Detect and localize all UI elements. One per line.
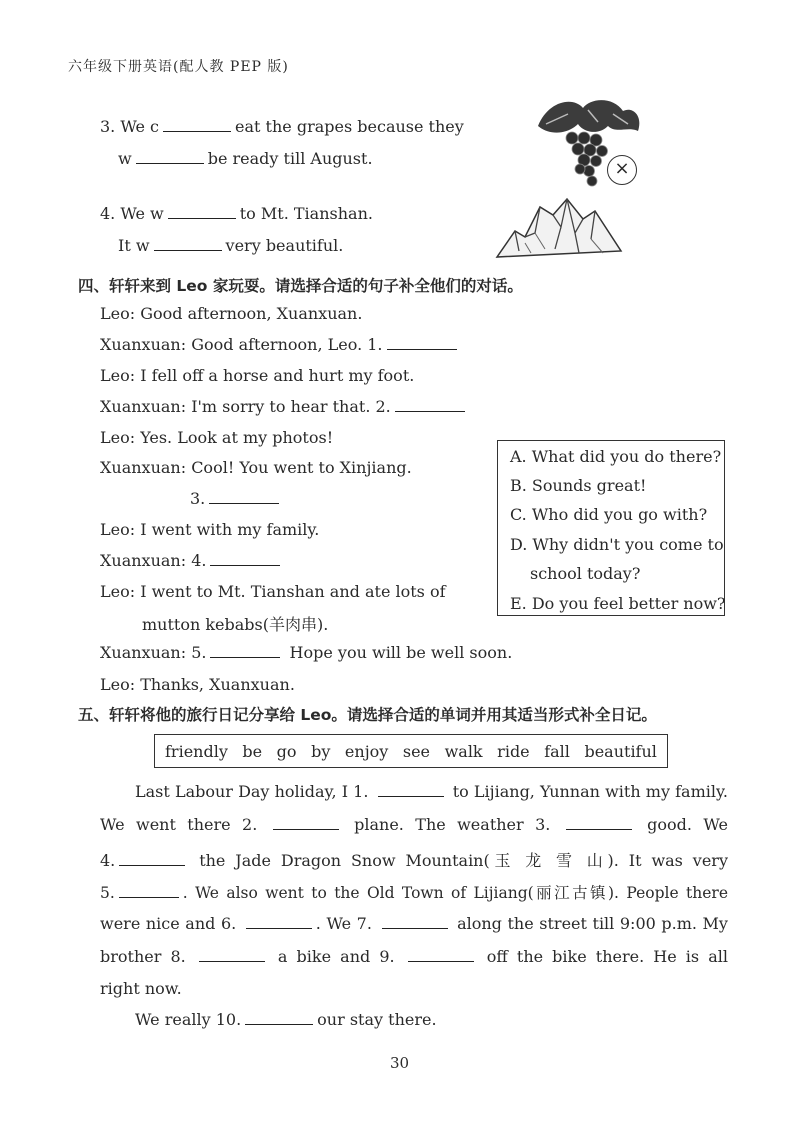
- word-bank-item: friendly: [165, 741, 228, 761]
- option-e[interactable]: E. Do you feel better now?: [510, 594, 726, 613]
- dialogue-line: Leo: Yes. Look at my photos!: [100, 428, 334, 447]
- q4-line2-suffix: very beautiful.: [225, 236, 344, 255]
- answer-blank[interactable]: [210, 564, 280, 566]
- diary-line: [100, 815, 728, 834]
- answer-blank[interactable]: [245, 1023, 313, 1025]
- page-header: 六年级下册英语(配人教 PEP 版): [68, 59, 289, 75]
- answer-blank[interactable]: [119, 896, 179, 898]
- diary-text: We really 10.: [135, 1010, 242, 1029]
- diary-text: . We 7.: [315, 914, 372, 933]
- diary-text: our stay there.: [317, 1010, 437, 1029]
- answer-blank[interactable]: [168, 217, 236, 219]
- diary-line: [100, 881, 728, 903]
- word-bank-item: go: [276, 741, 297, 761]
- option-b[interactable]: B. Sounds great!: [510, 476, 647, 495]
- answer-blank[interactable]: [199, 960, 265, 962]
- dialogue-text: Xuanxuan: I'm sorry to hear that. 2.: [100, 397, 391, 416]
- q3-line1: [100, 117, 464, 136]
- option-d[interactable]: D. Why didn't you come to: [510, 535, 724, 554]
- word-bank-item: ride: [497, 741, 530, 761]
- diary-text: We went there 2.: [100, 815, 258, 834]
- q3-line2: [118, 149, 373, 168]
- q4-line2: [118, 236, 343, 255]
- q3-line2-suffix: be ready till August.: [207, 149, 373, 168]
- dialogue-line: [100, 397, 469, 416]
- word-bank-item: by: [311, 741, 331, 761]
- dialogue-line: Leo: I went with my family.: [100, 520, 320, 539]
- dialogue-line: Leo: Thanks, Xuanxuan.: [100, 675, 295, 694]
- diary-text: 4.: [100, 851, 116, 870]
- word-bank-item: beautiful: [584, 741, 657, 761]
- answer-blank[interactable]: [136, 162, 204, 164]
- diary-text: along the street till 9:00 p.m. My: [457, 914, 728, 933]
- word-bank: [154, 734, 668, 768]
- q3-line2-prefix: w: [118, 149, 132, 168]
- dialogue-text: 3.: [190, 489, 206, 508]
- diary-text: good. We: [647, 815, 729, 834]
- answer-blank[interactable]: [395, 410, 465, 412]
- diary-text: 5.: [100, 884, 115, 902]
- q3-line1-suffix: eat the grapes because they: [235, 117, 464, 136]
- word-bank-item: enjoy: [344, 741, 389, 761]
- word-bank-item: fall: [544, 741, 570, 761]
- diary-line: [100, 914, 728, 933]
- dialogue-line: mutton kebabs(羊肉串).: [142, 615, 329, 634]
- word-bank-item: walk: [444, 741, 483, 761]
- answer-blank[interactable]: [566, 828, 632, 830]
- diary-line: [100, 848, 728, 871]
- dialogue-text: Hope you will be well soon.: [289, 643, 513, 662]
- dialogue-line: Xuanxuan: Cool! You went to Xinjiang.: [100, 458, 412, 477]
- dialogue-line: [100, 551, 284, 570]
- answer-blank[interactable]: [210, 656, 280, 658]
- diary-text: were nice and 6.: [100, 914, 237, 933]
- diary-line: right now.: [100, 979, 182, 998]
- dialogue-line: Leo: I went to Mt. Tianshan and ate lots of: [100, 582, 446, 601]
- mountain-illustration: [495, 193, 623, 261]
- diary-text: a bike and 9.: [277, 947, 395, 966]
- answer-blank[interactable]: [382, 927, 448, 929]
- diary-text: Last Labour Day holiday, I 1.: [135, 782, 369, 801]
- dialogue-text: Xuanxuan: 4.: [100, 551, 207, 570]
- answer-blank[interactable]: [154, 249, 222, 251]
- diary-line: [135, 1010, 437, 1029]
- dialogue-text: Xuanxuan: Good afternoon, Leo. 1.: [100, 335, 383, 354]
- dialogue-text: Xuanxuan: 5.: [100, 643, 207, 662]
- diary-text: brother 8.: [100, 947, 186, 966]
- option-d-continued: school today?: [530, 564, 641, 583]
- q4-line2-prefix: It w: [118, 236, 150, 255]
- word-bank-item: see: [402, 741, 431, 761]
- dialogue-line: [100, 335, 461, 354]
- answer-blank[interactable]: [119, 864, 185, 866]
- q4-line1-prefix: 4. We w: [100, 204, 164, 223]
- diary-text: plane. The weather 3.: [354, 815, 551, 834]
- x-mark-icon: ×: [607, 155, 637, 185]
- q4-line1: [100, 204, 373, 223]
- dialogue-line: Leo: I fell off a horse and hurt my foot.: [100, 366, 415, 385]
- section5-title: 五、轩轩将他的旅行日记分享给 Leo。请选择合适的单词并用其适当形式补全日记。: [78, 706, 657, 724]
- answer-blank[interactable]: [408, 960, 474, 962]
- diary-text: to Lijiang, Yunnan with my family.: [452, 782, 728, 801]
- q4-line1-suffix: to Mt. Tianshan.: [239, 204, 373, 223]
- q3-line1-prefix: 3. We c: [100, 117, 160, 136]
- diary-line: [135, 782, 728, 801]
- diary-text: . We also went to the Old Town of Lijiang(丽江古镇). People there: [182, 884, 728, 902]
- page-number: 30: [390, 1054, 410, 1072]
- options-box: [497, 440, 725, 616]
- dialogue-line: [100, 643, 512, 662]
- answer-blank[interactable]: [246, 927, 312, 929]
- answer-blank[interactable]: [273, 828, 339, 830]
- answer-blank[interactable]: [387, 348, 457, 350]
- option-a[interactable]: A. What did you do there?: [510, 447, 722, 466]
- diary-text: off the bike there. He is all: [486, 947, 728, 966]
- dialogue-line: Leo: Good afternoon, Xuanxuan.: [100, 304, 363, 323]
- answer-blank[interactable]: [163, 130, 231, 132]
- diary-text: the Jade Dragon Snow Mountain(玉 龙 雪 山). It was very: [199, 851, 728, 870]
- answer-blank[interactable]: [378, 795, 444, 797]
- diary-line: [100, 947, 728, 966]
- option-c[interactable]: C. Who did you go with?: [510, 505, 708, 524]
- answer-blank[interactable]: [209, 502, 279, 504]
- dialogue-line: [190, 489, 283, 508]
- section4-title: 四、轩轩来到 Leo 家玩耍。请选择合适的句子补全他们的对话。: [78, 277, 523, 295]
- word-bank-item: be: [242, 741, 263, 761]
